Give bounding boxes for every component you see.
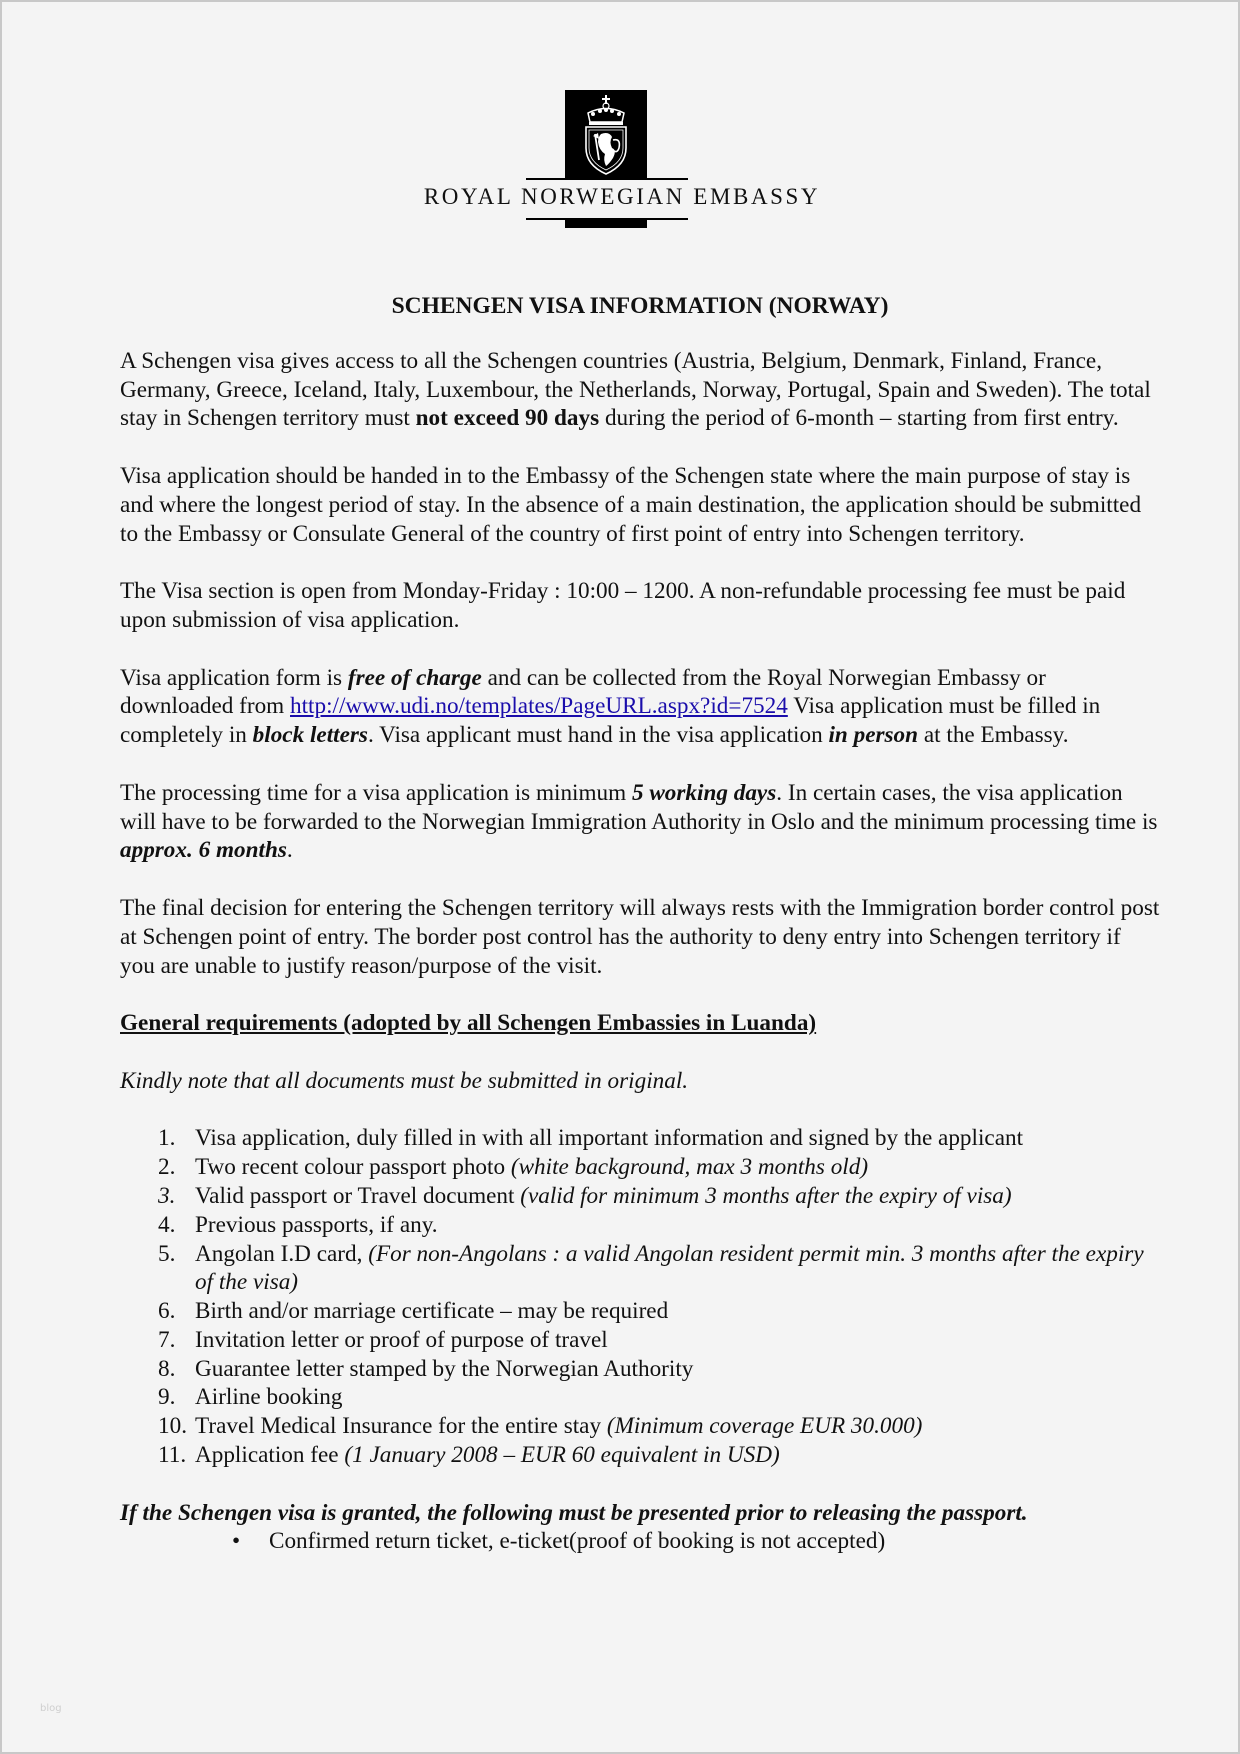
list-item	[120, 1441, 1160, 1470]
list-note: (valid for minimum 3 months after the expiry of visa)	[520, 1182, 1012, 1209]
emphasis-free-of-charge: free of charge	[347, 664, 482, 691]
list-number: 6.	[158, 1298, 176, 1325]
list-item	[120, 1326, 1160, 1355]
paragraph-processing-time	[120, 779, 1160, 865]
emphasis-5-working-days: 5 working days	[631, 779, 777, 806]
paragraph-final-decision: The final decision for entering the Schengen territory will always rests with the Immigration border control post at Schengen point of entry. The border post control has the authority to deny entry into Schengen territory if you are unable to justify reason/purpose of the visit.	[120, 894, 1160, 979]
text: The processing time for a visa application is minimum	[120, 779, 632, 806]
list-item	[120, 1240, 1160, 1298]
list-text: Invitation letter or proof of purpose of travel	[195, 1326, 608, 1353]
list-note: (1 January 2008 – EUR 60 equivalent in USD)	[344, 1442, 780, 1469]
embassy-name: ROYAL NORWEGIAN EMBASSY	[423, 184, 821, 209]
emphasis-block-letters: block letters	[252, 722, 368, 749]
list-number: 4.	[158, 1211, 176, 1238]
requirements-list	[120, 1124, 1160, 1470]
text: . Visa applicant must hand in the visa application	[367, 722, 829, 749]
list-number: 7.	[158, 1326, 176, 1353]
granted-list	[120, 1527, 1160, 1556]
list-number: 2.	[158, 1154, 176, 1181]
text: at the Embassy.	[918, 722, 1069, 749]
paragraph-opening-hours: The Visa section is open from Monday-Friday : 10:00 – 1200. A non-refundable processing fee must be paid upon submission of visa application.	[120, 578, 1126, 633]
list-text: Guarantee letter stamped by the Norwegian Authority	[195, 1355, 694, 1382]
note-originals: Kindly note that all documents must be submitted in original.	[120, 1067, 689, 1094]
text: A Schengen visa gives access to all the Schengen countries (Austria, Belgium, Denmark, Finland, France, Germany, Greece, Iceland, Italy, Luxembour, the Netherlands, Norway, Portugal, Spain and Sweden). The total stay in Schengen territory must	[120, 347, 1151, 432]
udi-form-link[interactable]: http://www.udi.no/templates/PageURL.aspx?id=7524	[290, 693, 788, 720]
emphasis-in-person: in person	[828, 722, 919, 749]
norwegian-coat-of-arms-icon	[565, 90, 647, 180]
list-text: Angolan I.D card,	[195, 1240, 369, 1267]
list-note: (For non-Angolans : a valid Angolan resident permit min. 3 months after the expiry of the visa)	[195, 1240, 1144, 1296]
list-item	[120, 1527, 1160, 1556]
paragraph-schengen-access	[120, 347, 1160, 433]
list-text: Airline booking	[195, 1384, 343, 1411]
list-item	[120, 1153, 1160, 1182]
text: . In certain cases, the visa application will have to be forwarded to the Norwegian Immigration Authority in Oslo and the minimum processing time is	[120, 779, 1158, 835]
list-note: (white background, max 3 months old)	[510, 1154, 869, 1181]
emphasis-6-months: approx. 6 months	[120, 837, 287, 864]
list-number: 10.	[158, 1413, 187, 1440]
text: and can be collected from the Royal Norwegian Embassy or downloaded from	[120, 664, 1046, 720]
document-body	[120, 292, 1160, 1556]
text: Visa application form is	[120, 664, 348, 691]
list-number: 9.	[158, 1384, 176, 1411]
paragraph-where-to-apply: Visa application should be handed in to the Embassy of the Schengen state where the main purpose of stay is and where the longest period of stay. In the absence of a main destination, the application should be submitted to the Embassy or Consulate General of the country of first point of entry into Schengen territory.	[120, 462, 1142, 547]
list-text: Two recent colour passport photo	[195, 1154, 511, 1181]
page-title: SCHENGEN VISA INFORMATION (NORWAY)	[391, 293, 889, 319]
logo-rule-top	[526, 178, 688, 180]
list-item	[120, 1297, 1160, 1326]
granted-heading: If the Schengen visa is granted, the following must be presented prior to releasing the passport.	[120, 1499, 1028, 1526]
list-number: 1.	[158, 1125, 176, 1152]
list-item	[120, 1355, 1160, 1384]
list-item	[120, 1383, 1160, 1412]
text: .	[286, 837, 293, 864]
list-number: 11.	[158, 1442, 187, 1469]
list-text: Travel Medical Insurance for the entire stay	[195, 1413, 607, 1440]
text: Visa application must be filled in completely in	[120, 693, 1101, 749]
logo-bar	[565, 220, 647, 228]
list-number: 5.	[158, 1240, 176, 1267]
list-text: Birth and/or marriage certificate – may be required	[195, 1298, 669, 1325]
list-note: (Minimum coverage EUR 30.000)	[606, 1413, 923, 1440]
list-item	[120, 1412, 1160, 1441]
bullet-icon: •	[232, 1528, 241, 1555]
list-item	[120, 1182, 1160, 1211]
list-number: 3.	[158, 1182, 176, 1209]
list-text: Confirmed return ticket, e-ticket(proof of booking is not accepted)	[269, 1528, 886, 1555]
list-item	[120, 1211, 1160, 1240]
emphasis-90-days: not exceed 90 days	[415, 405, 600, 432]
watermark: blog	[40, 1703, 62, 1714]
list-text: Visa application, duly filled in with all important information and signed by the applicant	[195, 1125, 1024, 1152]
list-item	[120, 1124, 1160, 1153]
text: during the period of 6-month – starting from first entry.	[599, 405, 1119, 432]
list-number: 8.	[158, 1355, 176, 1382]
paragraph-application-form	[120, 664, 1160, 750]
section-heading-general-requirements: General requirements (adopted by all Schengen Embassies in Luanda)	[120, 1010, 817, 1037]
list-text: Previous passports, if any.	[195, 1211, 438, 1238]
list-text: Application fee	[195, 1442, 345, 1469]
list-text: Valid passport or Travel document	[195, 1182, 521, 1209]
